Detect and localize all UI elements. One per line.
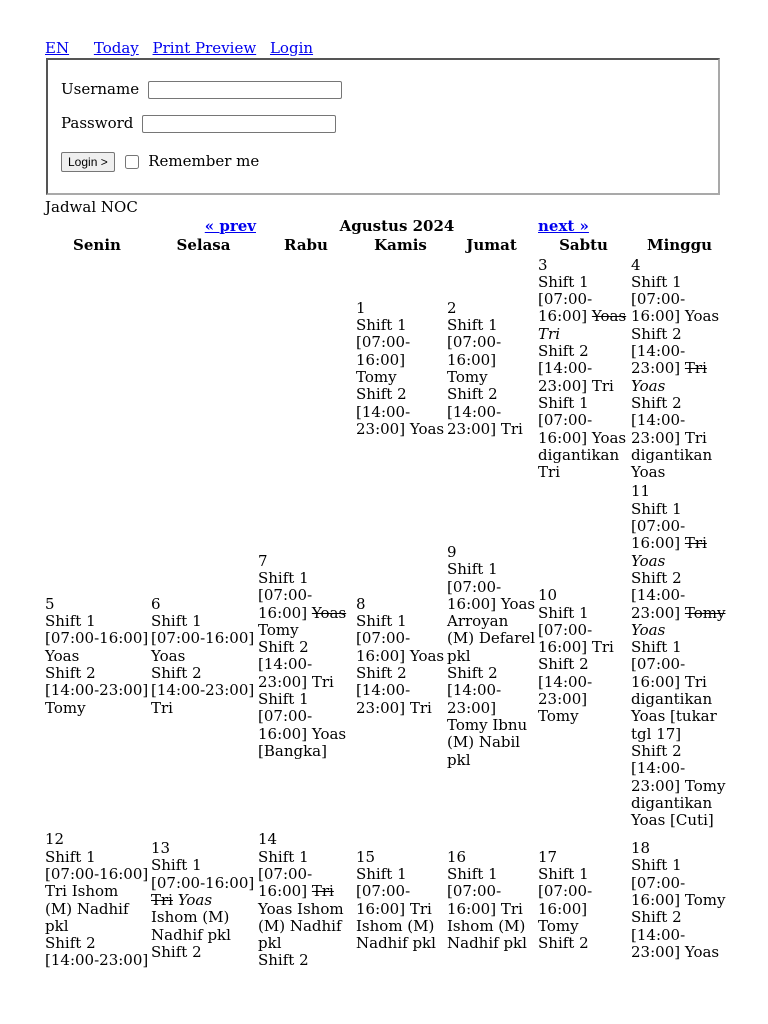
shift-entry: [45, 935, 149, 970]
login-link[interactable]: Login: [269, 39, 314, 57]
shift-entry: [447, 561, 536, 665]
day-cell: [356, 257, 445, 482]
shift-text: Shift 2 [14:00-23:00] Tri: [538, 342, 614, 395]
shift-text: Shift 1 [07:00-16:00] Tomy: [631, 856, 726, 909]
shift-text: Shift 1 [07:00-16:00] Yoas: [356, 612, 445, 665]
today-link[interactable]: Today: [93, 39, 139, 57]
day-cell: [538, 257, 629, 482]
day-number: 15: [356, 847, 376, 866]
day-number: 4: [631, 255, 641, 274]
shift-entry: [151, 613, 256, 665]
shift-entry: [631, 857, 728, 909]
calendar-body: [45, 257, 728, 970]
day-number: 17: [538, 847, 558, 866]
shift-text: Shift 2 [14:00-23:00] Tomy: [538, 655, 593, 726]
shift-entry: [538, 656, 629, 725]
shift-text: Shift 1 [07:00-16:00] Tri digantikan Yoas [tukar tgl 17]: [631, 638, 717, 743]
shift-text: Shift 2 [14:00-23:00] Tomy Ibnu (M) Nabil pkl: [447, 664, 528, 769]
shift-text: Shift 1 [07:00-16:00]: [151, 856, 255, 892]
day-cell: [45, 257, 149, 482]
username-input[interactable]: [148, 81, 342, 99]
remember-me-checkbox[interactable]: [125, 155, 139, 169]
shift-entry: [151, 944, 256, 961]
shift-text: Shift 2 [14:00-23:00] Yoas: [631, 908, 720, 961]
day-number: 8: [356, 594, 366, 613]
shift-text: Shift 2: [151, 942, 202, 961]
weekday-header: Selasa: [176, 236, 231, 255]
shift-entry: [356, 386, 445, 438]
day-number: 9: [447, 542, 457, 561]
day-number: 2: [447, 298, 457, 317]
shift-staff: Tomy: [258, 620, 299, 639]
shift-text: Shift 1 [07:00-16:00] Yoas: [45, 612, 149, 665]
shift-text: Shift 1 [07:00-16:00] Tri Ishom (M) Nadhif pkl: [447, 864, 527, 953]
month-label: Agustus 2024: [339, 217, 455, 235]
shift-entry: [538, 605, 629, 657]
shift-text: Shift 2 [14:00-23:00] Tri: [258, 638, 334, 691]
login-form: [46, 58, 720, 195]
day-number: 5: [45, 594, 55, 613]
shift-entry: [447, 665, 536, 769]
shift-text: Shift 1 [07:00-16:00] Tomy: [447, 316, 502, 387]
day-number: 6: [151, 594, 161, 613]
day-cell: [356, 831, 445, 969]
calendar-nav-row: [45, 218, 728, 235]
day-cell: [631, 483, 728, 829]
shift-text: Shift 1 [07:00-16:00] Tomy: [538, 864, 593, 935]
day-number: 18: [631, 839, 651, 858]
replaced-person: Tri: [684, 359, 707, 378]
shift-text: Shift 1 [07:00-16:00] Yoas: [631, 272, 720, 326]
shift-text: Shift 2 [14:00-23:00] Tomy: [45, 664, 149, 717]
shift-entry: [631, 639, 728, 743]
shift-entry: [631, 909, 728, 961]
weekday-header: Kamis: [374, 236, 427, 255]
shift-text: Shift 1 [07:00-16:00] Tri: [538, 603, 614, 657]
day-cell: [151, 831, 256, 969]
calendar: [43, 216, 730, 972]
shift-entry: [538, 866, 629, 935]
prev-month-link[interactable]: « prev: [204, 217, 256, 235]
weekday-header-row: [45, 237, 728, 254]
shift-entry: [258, 691, 354, 760]
day-cell: [447, 483, 536, 829]
shift-entry: [631, 501, 728, 570]
day-number: 13: [151, 839, 171, 858]
shift-entry: [258, 570, 354, 639]
submit-row: [61, 152, 259, 172]
calendar-week-row: [45, 257, 728, 482]
shift-entry: [356, 866, 445, 952]
day-cell: [447, 831, 536, 969]
replaced-person: Tomy: [684, 603, 726, 622]
shift-text: Shift 2: [538, 934, 589, 953]
day-cell: [151, 483, 256, 829]
day-number: 3: [538, 255, 548, 274]
shift-entry: [356, 665, 445, 717]
day-cell: [45, 831, 149, 969]
day-number: 11: [631, 482, 651, 501]
shift-text: Shift 2: [258, 951, 309, 970]
print-preview-link[interactable]: Print Preview: [152, 39, 257, 57]
shift-entry: [631, 570, 728, 639]
password-row: [61, 114, 336, 133]
shift-entry: [631, 395, 728, 481]
replaced-person: Tri: [311, 882, 334, 901]
login-button[interactable]: Login >: [61, 152, 115, 172]
weekday-header: Senin: [73, 236, 121, 255]
password-input[interactable]: [142, 115, 336, 133]
shift-entry: [538, 274, 629, 343]
shift-entry: [447, 317, 536, 386]
shift-text: Shift 2 [14:00-23:00] Tri: [356, 664, 432, 717]
shift-text: Shift 2 [14:00-23:00] Tri: [151, 664, 255, 717]
day-number: 7: [258, 551, 268, 570]
remember-me-label: Remember me: [148, 152, 260, 170]
shift-text: Shift 1 [07:00-16:00] Yoas [Bangka]: [258, 690, 347, 760]
username-row: [61, 80, 342, 99]
day-cell: [258, 257, 354, 482]
replacement-person: Yoas: [631, 376, 666, 395]
language-link[interactable]: EN: [45, 39, 70, 57]
page-title: Jadwal NOC: [45, 198, 138, 216]
shift-entry: [538, 395, 629, 481]
shift-text: Shift 2 [14:00-23:00]: [45, 934, 149, 970]
shift-entry: [631, 326, 728, 395]
shift-text: Shift 1 [07:00-16:00] Tomy: [356, 316, 411, 387]
shift-staff: Yoas Ishom (M) Nadhif pkl: [258, 899, 344, 953]
shift-text: Shift 1 [07:00-16:00]: [258, 847, 313, 901]
weekday-header: Jumat: [466, 236, 517, 255]
shift-entry: [538, 343, 629, 395]
shift-entry: [447, 386, 536, 438]
day-number: 16: [447, 847, 467, 866]
day-cell: [258, 483, 354, 829]
weekday-header: Rabu: [284, 236, 328, 255]
replaced-person: Yoas: [311, 603, 347, 622]
replaced-person: Tri: [151, 890, 173, 909]
shift-entry: [45, 665, 149, 717]
password-label: Password: [61, 114, 134, 132]
weekday-header: Sabtu: [559, 236, 608, 255]
calendar-week-row: [45, 831, 728, 969]
day-cell: [356, 483, 445, 829]
shift-text: Shift 2 [14:00-23:00] Tomy digantikan Yoas [Cuti]: [631, 741, 726, 830]
day-cell: [631, 831, 728, 969]
shift-entry: [151, 857, 256, 943]
username-label: Username: [61, 80, 140, 98]
shift-entry: [631, 274, 728, 326]
shift-entry: [45, 613, 149, 665]
day-cell: [151, 257, 256, 482]
day-cell: [538, 483, 629, 829]
shift-entry: [538, 935, 629, 952]
day-cell: [631, 257, 728, 482]
shift-entry: [151, 665, 256, 717]
shift-entry: [258, 639, 354, 691]
shift-text: Shift 1 [07:00-16:00]: [631, 499, 686, 553]
replacement-person: Tri: [538, 324, 560, 343]
shift-text: Shift 1 [07:00-16:00] Yoas Arroyan (M) Defarel pkl: [447, 560, 536, 665]
calendar-week-row: [45, 483, 728, 829]
shift-entry: [258, 952, 354, 969]
day-number: 12: [45, 830, 65, 849]
shift-text: Shift 1 [07:00-16:00]: [258, 568, 313, 622]
replaced-person: Tri: [684, 534, 707, 553]
shift-text: Shift 1 [07:00-16:00]: [538, 272, 593, 326]
day-cell: [538, 831, 629, 969]
day-cell: [45, 483, 149, 829]
shift-staff: Ishom (M) Nadhif pkl: [151, 908, 231, 944]
shift-text: Shift 2 [14:00-23:00]: [631, 324, 686, 378]
replacement-person: Yoas: [631, 551, 666, 570]
day-number: 14: [258, 830, 278, 849]
shift-text: Shift 1 [07:00-16:00] Yoas: [151, 612, 255, 665]
shift-entry: [258, 849, 354, 953]
shift-text: Shift 2 [14:00-23:00] Tri digantikan Yoas: [631, 393, 713, 482]
shift-entry: [356, 317, 445, 386]
day-number: 10: [538, 586, 558, 605]
top-nav: [45, 39, 322, 59]
shift-text: Shift 2 [14:00-23:00] Yoas: [356, 385, 445, 438]
day-number: 1: [356, 298, 366, 317]
shift-text: Shift 2 [14:00-23:00]: [631, 568, 686, 622]
next-month-link[interactable]: next »: [538, 217, 589, 235]
shift-text: Shift 1 [07:00-16:00] Yoas digantikan Tri: [538, 393, 627, 482]
shift-text: Shift 1 [07:00-16:00] Tri Ishom (M) Nadhif pkl: [45, 847, 149, 935]
replacement-person: Yoas: [631, 620, 666, 639]
shift-entry: [447, 866, 536, 952]
shift-entry: [45, 849, 149, 935]
shift-entry: [356, 613, 445, 665]
shift-text: Shift 1 [07:00-16:00] Tri Ishom (M) Nadhif pkl: [356, 864, 436, 953]
replacement-person: Yoas: [177, 890, 213, 909]
shift-text: Shift 2 [14:00-23:00] Tri: [447, 385, 523, 438]
day-cell: [447, 257, 536, 482]
replaced-person: Yoas: [591, 307, 627, 326]
weekday-header: Minggu: [646, 236, 713, 255]
day-cell: [258, 831, 354, 969]
shift-entry: [631, 743, 728, 829]
